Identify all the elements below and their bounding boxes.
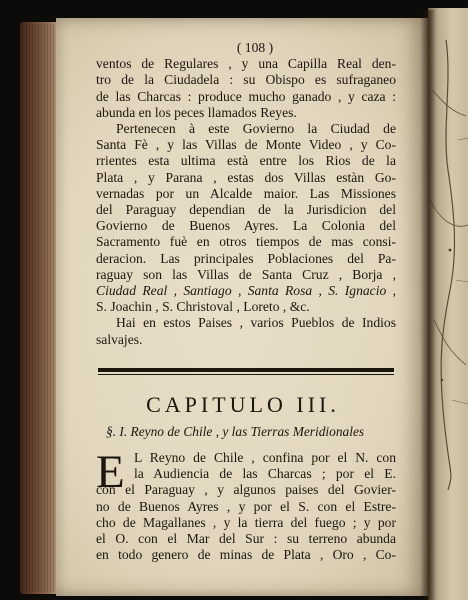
paragraph-4 (96, 446, 396, 563)
chapter-heading: CAPITULO III. (146, 391, 340, 417)
text-line: Pertenecen à este Govierno la Ciudad de (116, 121, 396, 137)
text-line: de las Charcas : produce mucho ganado , y caza : (96, 88, 396, 104)
text-line: Ciudad Real , Santiago , Santa Rosa , S. Ignacio , (96, 283, 396, 299)
book-page-edge-lines (26, 24, 56, 592)
double-rule-divider (98, 368, 394, 375)
text-line: el O. con el Mar del Sur : su terreno abunda (96, 531, 396, 547)
rule-thin (98, 374, 394, 375)
text-line: vernadas por un Alcalde maior. Las Missiones (96, 185, 396, 201)
rule-thick (98, 368, 394, 372)
text-line: S. Joachin , S. Christoval , Loreto , &c. (96, 299, 310, 315)
text-line: en todo genero de minas de Plata , Oro , Co- (96, 547, 396, 563)
drop-cap: E (96, 446, 125, 499)
text-line: cho de Magallanes , y la tierra del fuego ; y por (96, 514, 396, 530)
page-number: ( 108 ) (236, 40, 274, 55)
text-line: ventos de Regulares , y una Capilla Real den- (96, 56, 396, 72)
text-line: rrientes esta ultima està entre los Rios de la (96, 153, 396, 169)
paragraph-1 (96, 56, 396, 121)
text-line: con el Paraguay , y algunos paises del Govier- (96, 482, 396, 498)
text-line: L Reyno de Chile , confina por el N. con (134, 450, 396, 466)
text-line: Sacramento fuè en otros tiempos de mas consi- (96, 234, 396, 250)
text-line: no de Buenos Ayres , y por el S. con el Estre- (96, 498, 396, 514)
paragraph-3 (96, 315, 396, 347)
text-line: tro de la Ciudadela : su Obispo es sufraganeo (96, 72, 396, 88)
paragraph-2 (96, 121, 396, 315)
text-line: la Audiencia de las Charcas ; por el E. (134, 466, 396, 482)
text-line: raguay son las Villas de Santa Cruz , Borja , (96, 266, 396, 282)
text-line: Plata , y Parana , estas dos Villas estàn Go- (96, 169, 396, 185)
section-heading: §. I. Reyno de Chile , y las Tierras Meridionales (106, 423, 365, 439)
text-line: del Paraguay dependian de la Jurisdicion del (96, 202, 396, 218)
book-gutter-shadow (420, 10, 436, 600)
text-line: Govierno de Buenos Ayres. La Colonia del (96, 218, 396, 234)
text-line: deracion. Las principales Poblaciones del Pa- (96, 250, 396, 266)
text-line: abunda en los peces llamados Reyes. (96, 104, 297, 120)
text-line: Santa Fè , y las Villas de Monte Video , y Co- (96, 137, 396, 153)
page-text-block (96, 40, 396, 563)
text-line: salvajes. (96, 331, 143, 347)
text-line: Hai en estos Paises , varios Pueblos de Indios (116, 315, 396, 331)
